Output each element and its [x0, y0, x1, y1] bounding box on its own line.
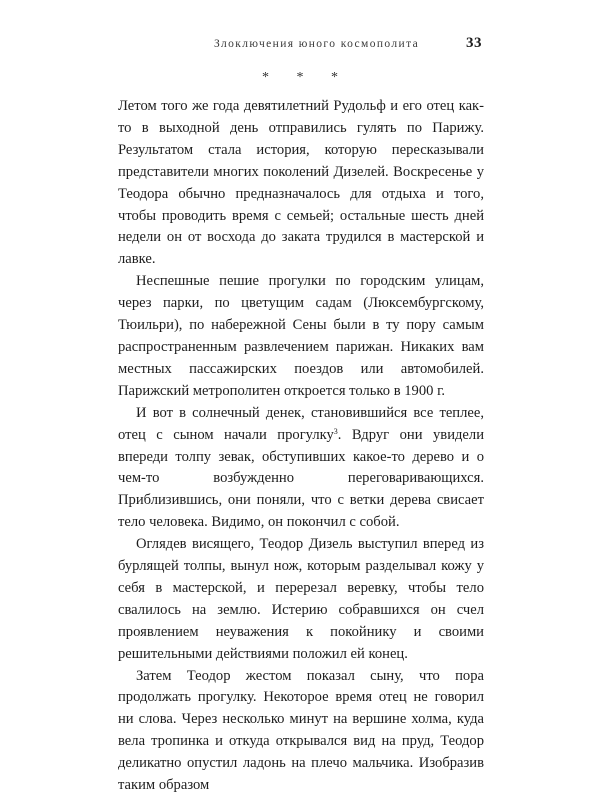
body-text — [118, 96, 484, 797]
running-header — [0, 35, 600, 56]
running-title: Злоключения юного космополита — [214, 38, 420, 50]
footnote-marker: 3 — [333, 426, 338, 436]
page-number: 33 — [466, 35, 482, 51]
paragraph-3-text-after: . Вдруг они увидели впереди толпу зевак, обступивших какое-то дерево и о чем-то возбужденно переговаривающихся. Приблизившись, они поняли, что с ветки дерева свисает тело человека. Видимо, он покончил с собой. — [118, 426, 485, 531]
paragraph-3 — [118, 403, 484, 534]
paragraph-4: Оглядев висящего, Теодор Дизель выступил вперед из бурлящей толпы, вынул нож, которым разделывал кожу у себя в мастерской, и перерезал веревку, чтобы тело свалилось на землю. Истерию собравшихся он счел проявлением неуважения к покойнику и своими решительными действиями положил ей конец. — [118, 536, 484, 662]
paragraph-2: Неспешные пешие прогулки по городским улицам, через парки, по цветущим садам (Люксембургскому, Тюильри), по набережной Сены были в ту пору самым распространенным развлечением парижан. Никаких вам местных пассажирских поездов или автомобилей. Парижский метрополитен откроется только в 1900 г. — [118, 273, 484, 399]
paragraph-5: Затем Теодор жестом показал сыну, что пора продолжать прогулку. Некоторое время отец не говорил ни слова. Через несколько минут на вершине холма, куда вела тропинка и откуда открывался вид на пруд, Теодор деликатно опустил ладонь на плечо мальчика. Изобразив таким образом — [118, 667, 484, 794]
paragraph-3-text-before: И вот в солнечный денек, становившийся все теплее, отец с сыном начали прогулку — [118, 404, 484, 443]
section-separator: * * * — [262, 70, 350, 85]
paragraph-1: Летом того же года девятилетний Рудольф и его отец как-то в выходной день отправились гулять по Парижу. Результатом стала история, которую пересказывали представители многих поколений Дизелей. Воскресенье у Теодора обычно предназначалось для отдыха и того, чтобы проводить время с семьей; остальные шесть дней недели он от восхода до заката трудился в мастерской и лавке. — [118, 98, 484, 268]
